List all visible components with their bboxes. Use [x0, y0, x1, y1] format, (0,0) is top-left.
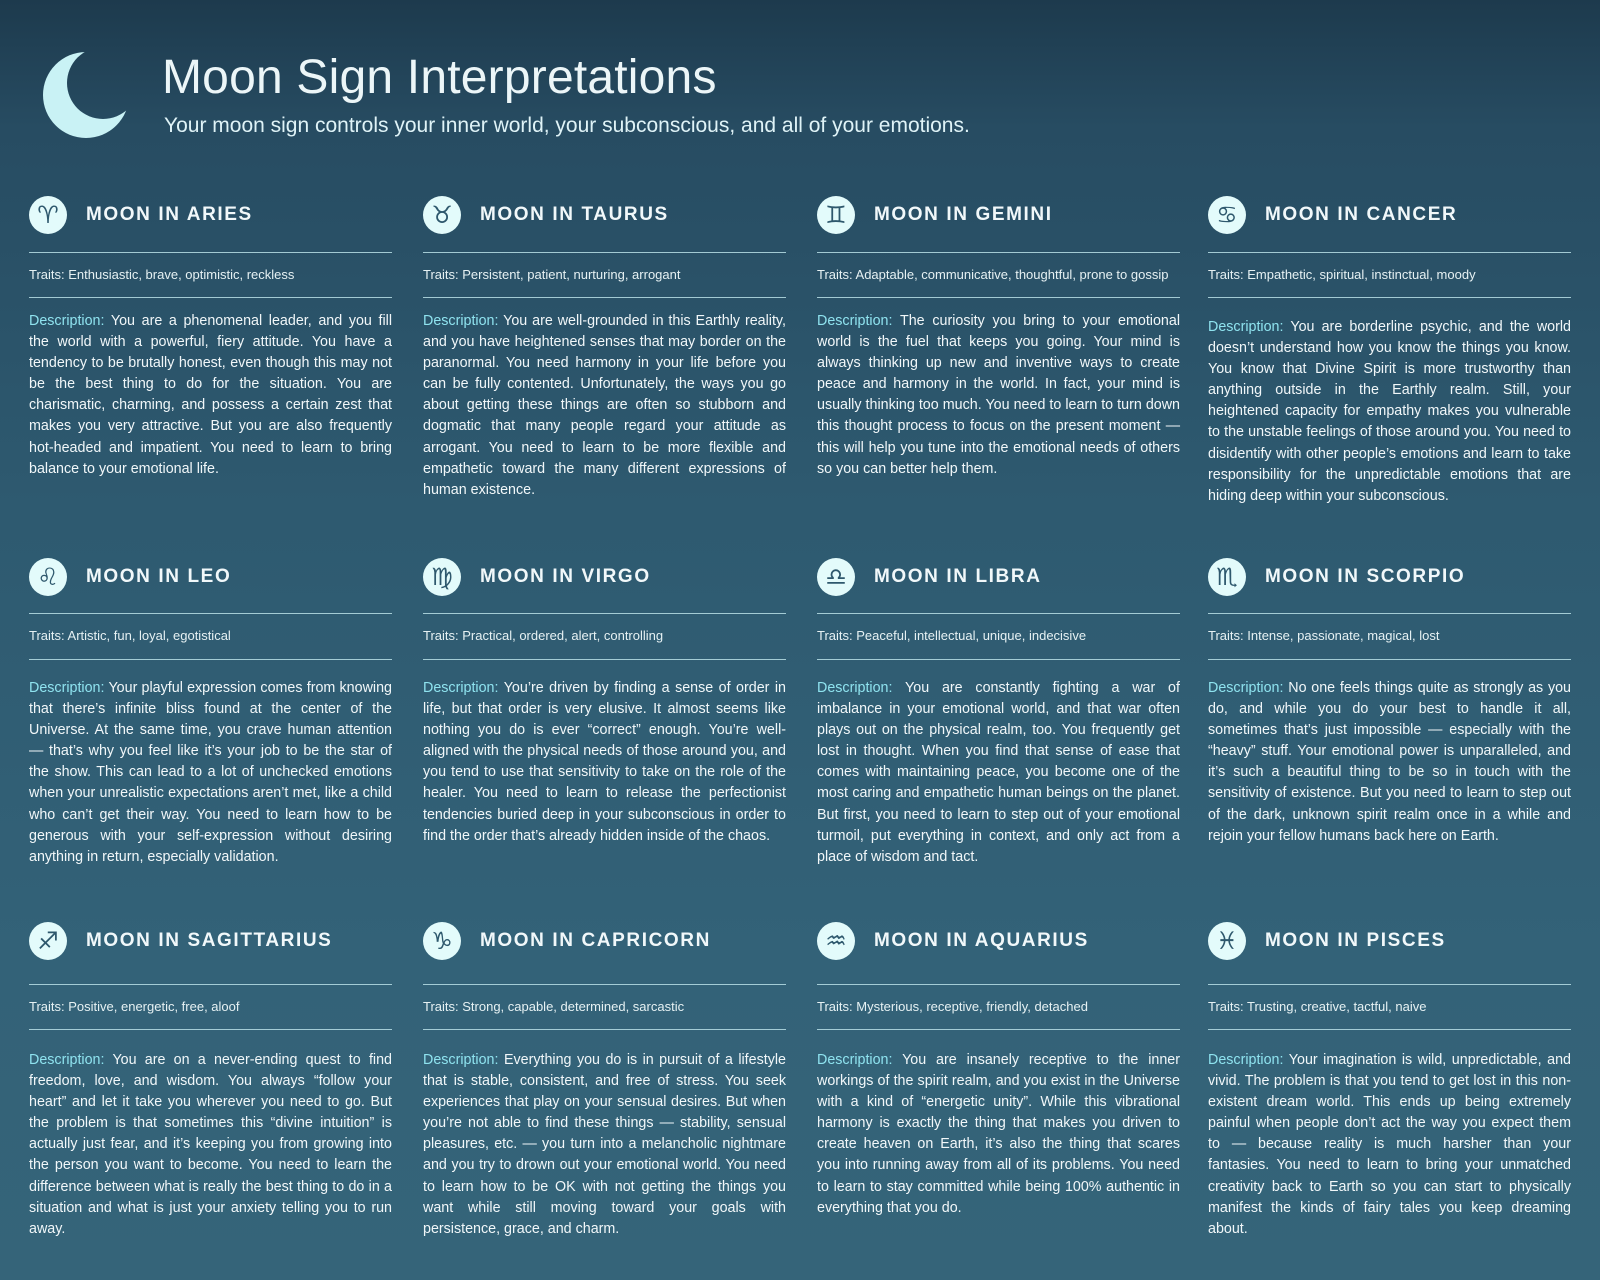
sign-title: MOON IN GEMINI	[874, 204, 1053, 225]
sign-title: MOON IN SAGITTARIUS	[86, 930, 333, 951]
sign-traits: Traits: Strong, capable, determined, sarcastic	[423, 999, 685, 1014]
sign-traits: Traits: Adaptable, communicative, thoughtful, prone to gossip	[817, 267, 1169, 282]
description-text: Your playful expression comes from knowing that there’s infinite bliss found at the center of the Universe. At the same time, you crave human attention — that’s why you feel like it’s your job to be the star of the show. This can lead to a lot of unchecked emotions when your unrealistic expectations aren’t met, like a child who can’t get their way. You need to learn how to be generous with your self-expression without desiring anything in return, especially validation.	[29, 680, 392, 865]
sign-header	[817, 558, 1180, 600]
divider	[423, 613, 786, 614]
divider	[29, 659, 392, 660]
description-label: Description:	[817, 1052, 893, 1068]
sign-title: MOON IN LEO	[86, 566, 232, 587]
sign-title: MOON IN AQUARIUS	[874, 930, 1089, 951]
page-header	[0, 0, 1600, 170]
sign-description	[817, 311, 1180, 480]
description-label: Description:	[1208, 1052, 1284, 1068]
divider	[1208, 252, 1571, 253]
divider	[1208, 659, 1571, 660]
divider	[1208, 984, 1571, 985]
leo-icon: ♌	[29, 558, 67, 596]
divider	[817, 252, 1180, 253]
aquarius-icon: ♒	[817, 922, 855, 960]
cancer-icon: ♋	[1208, 196, 1246, 234]
sign-title: MOON IN ARIES	[86, 204, 253, 225]
description-text: You are on a never-ending quest to find freedom, love, and wisdom. You always “follow your heart” and let it take you wherever you need to go. But the problem is that sometimes this “divine intuition” is actually just fear, and it’s keeping you from growing into the person you want to become. You need to learn the difference between what is really the best thing to do in a situation and what is just your anxiety telling you to run away.	[29, 1052, 392, 1237]
sign-traits: Traits: Positive, energetic, free, aloof	[29, 999, 240, 1014]
sign-description	[817, 1050, 1180, 1219]
sign-header	[817, 196, 1180, 238]
sign-traits: Traits: Enthusiastic, brave, optimistic, reckless	[29, 267, 295, 282]
divider	[29, 613, 392, 614]
description-text: You’re driven by finding a sense of order in life, but that order is very elusive. It almost seems like nothing you do is ever “correct” enough. You’re well-aligned with the physical needs of those around you, and you tend to use that sensitivity to take on the role of the healer. You need to learn to release the perfectionist tendencies buried deep in your subconscious in order to find the order that’s already hidden inside of the chaos.	[423, 680, 786, 844]
sign-traits: Traits: Peaceful, intellectual, unique, indecisive	[817, 628, 1087, 643]
virgo-icon: ♍	[423, 558, 461, 596]
description-label: Description:	[29, 1052, 105, 1068]
sign-header	[1208, 196, 1571, 238]
sign-title: MOON IN SCORPIO	[1265, 566, 1466, 587]
divider	[817, 613, 1180, 614]
description-label: Description:	[29, 680, 105, 696]
sign-header	[29, 558, 392, 600]
sign-title: MOON IN VIRGO	[480, 566, 651, 587]
sign-header	[423, 196, 786, 238]
sign-description	[423, 1050, 786, 1240]
description-label: Description:	[423, 680, 499, 696]
divider	[29, 984, 392, 985]
sagittarius-icon: ♐	[29, 922, 67, 960]
divider	[817, 1029, 1180, 1030]
sign-description	[1208, 678, 1571, 847]
sign-description	[29, 311, 392, 480]
sign-description	[29, 1050, 392, 1240]
divider	[817, 297, 1180, 298]
sign-description	[1208, 317, 1571, 507]
divider	[817, 984, 1180, 985]
sign-header	[1208, 558, 1571, 600]
description-label: Description:	[1208, 319, 1284, 335]
description-text: Everything you do is in pursuit of a lifestyle that is stable, consistent, and free of stress. You seek experiences that play on your sensual desires. But when you’re not able to find these things — stability, sensual pleasures, etc. — you turn into a melancholic nightmare and you try to drown out your emotional world. You need to learn how to be OK with not getting the things you want while still moving toward your goals with persistence, grace, and charm.	[423, 1052, 786, 1237]
gemini-icon: ♊	[817, 196, 855, 234]
sign-title: MOON IN CAPRICORN	[480, 930, 711, 951]
sign-description	[817, 678, 1180, 868]
description-label: Description:	[423, 1052, 499, 1068]
sign-title: MOON IN CANCER	[1265, 204, 1458, 225]
sign-header	[423, 922, 786, 964]
scorpio-icon: ♏	[1208, 558, 1246, 596]
divider	[29, 1029, 392, 1030]
sign-traits: Traits: Trusting, creative, tactful, naive	[1208, 999, 1427, 1014]
divider	[423, 297, 786, 298]
sign-header	[29, 196, 392, 238]
description-label: Description:	[817, 680, 893, 696]
sign-description	[29, 678, 392, 868]
sign-header	[1208, 922, 1571, 964]
page-subtitle: Your moon sign controls your inner world, your subconscious, and all of your emotions.	[164, 114, 970, 137]
aries-icon: ♈	[29, 196, 67, 234]
divider	[1208, 1029, 1571, 1030]
description-label: Description:	[29, 313, 105, 329]
sign-traits: Traits: Empathetic, spiritual, instinctual, moody	[1208, 267, 1476, 282]
divider	[1208, 613, 1571, 614]
description-text: You are insanely receptive to the inner workings of the spirit realm, and you exist in the Universe with a kind of “energetic unity”. While this vibrational harmony is exactly the thing that makes you driven to create heaven on Earth, it’s also the thing that scares you into running away from all of its problems. You need to learn to stay committed while being 100% authentic in everything that you do.	[817, 1052, 1180, 1216]
divider	[817, 659, 1180, 660]
description-label: Description:	[817, 313, 893, 329]
sign-header	[817, 922, 1180, 964]
sign-traits: Traits: Practical, ordered, alert, controlling	[423, 628, 664, 643]
taurus-icon: ♉	[423, 196, 461, 234]
sign-title: MOON IN PISCES	[1265, 930, 1446, 951]
divider	[29, 297, 392, 298]
description-text: No one feels things quite as strongly as you do, and while you do your best to handle it all, sometimes that’s just impossible — especially with the “heavy” stuff. Your emotional power is unparalleled, and it’s such a beautiful thing to be so in touch with the sensitivity of existence. But you need to learn to step out of the dark, unknown spirit realm once in a while and rejoin your fellow humans back here on Earth.	[1208, 680, 1571, 844]
divider	[29, 252, 392, 253]
description-text: You are a phenomenal leader, and you fill the world with a powerful, fiery attitude. You have a tendency to be brutally honest, even though this may not be the best thing to do for the situation. You are charismatic, charming, and possess a certain zest that makes you very attractive. But you are also frequently hot-headed and impatient. You need to learn to bring balance to your emotional life.	[29, 313, 392, 477]
description-text: You are borderline psychic, and the world doesn’t understand how you know the things you know. You know that Divine Spirit is more trustworthy than anything outside in the Earthly realm. Still, your heightened capacity for empathy makes you vulnerable to the unstable feelings of those around you. You need to disidentify with other people’s emotions and learn to take responsibility for the unpredictable emotions that are hiding deep within your subconscious.	[1208, 319, 1571, 504]
description-label: Description:	[1208, 680, 1284, 696]
sign-title: MOON IN TAURUS	[480, 204, 669, 225]
description-text: You are well-grounded in this Earthly reality, and you have heightened senses that may border on the paranormal. You need harmony in your life before you can be fully contented. Unfortunately, the ways you go about getting these things are often so stubborn and dogmatic that many people regard your attitude as arrogant. You need to learn to be more flexible and empathetic toward the many different expressions of human existence.	[423, 313, 786, 498]
capricorn-icon: ♑	[423, 922, 461, 960]
description-text: You are constantly fighting a war of imbalance in your emotional world, and that war often plays out on the physical realm, too. You frequently get lost in thought. When you find that sense of ease that comes with maintaining peace, you become one of the most caring and empathetic human beings on the planet. But first, you need to learn to step out of your emotional turmoil, put everything in context, and only act from a place of wisdom and tact.	[817, 680, 1180, 865]
sign-title: MOON IN LIBRA	[874, 566, 1042, 587]
description-label: Description:	[423, 313, 499, 329]
divider	[423, 984, 786, 985]
page-title: Moon Sign Interpretations	[162, 51, 717, 104]
sign-description	[423, 678, 786, 847]
sign-traits: Traits: Mysterious, receptive, friendly, detached	[817, 999, 1088, 1014]
sign-header	[29, 922, 392, 964]
sign-header	[423, 558, 786, 600]
sign-traits: Traits: Intense, passionate, magical, lost	[1208, 628, 1440, 643]
sign-description	[423, 311, 786, 501]
crescent-moon-icon	[42, 50, 132, 140]
libra-icon: ♎	[817, 558, 855, 596]
sign-description	[1208, 1050, 1571, 1240]
sign-traits: Traits: Artistic, fun, loyal, egotistical	[29, 628, 231, 643]
divider	[423, 1029, 786, 1030]
sign-traits: Traits: Persistent, patient, nurturing, arrogant	[423, 267, 681, 282]
description-text: The curiosity you bring to your emotional world is the fuel that keeps you going. Your mind is always thinking up new and inventive ways to create peace and harmony in the world. In fact, your mind is usually thinking too much. You need to learn to turn down this thought process to focus on the present moment — this will help you tune into the emotional needs of others so you can better help them.	[817, 313, 1180, 477]
divider	[1208, 297, 1571, 298]
divider	[423, 659, 786, 660]
description-text: Your imagination is wild, unpredictable, and vivid. The problem is that you tend to get lost in this non-existent dream world. This ends up being extremely painful when people don’t act the way you expect them to — because reality is much harsher than your fantasies. You need to learn to bring your unmatched creativity back to Earth so you can start to physically manifest the kinds of fairy tales you keep dreaming about.	[1208, 1052, 1571, 1237]
pisces-icon: ♓	[1208, 922, 1246, 960]
divider	[423, 252, 786, 253]
